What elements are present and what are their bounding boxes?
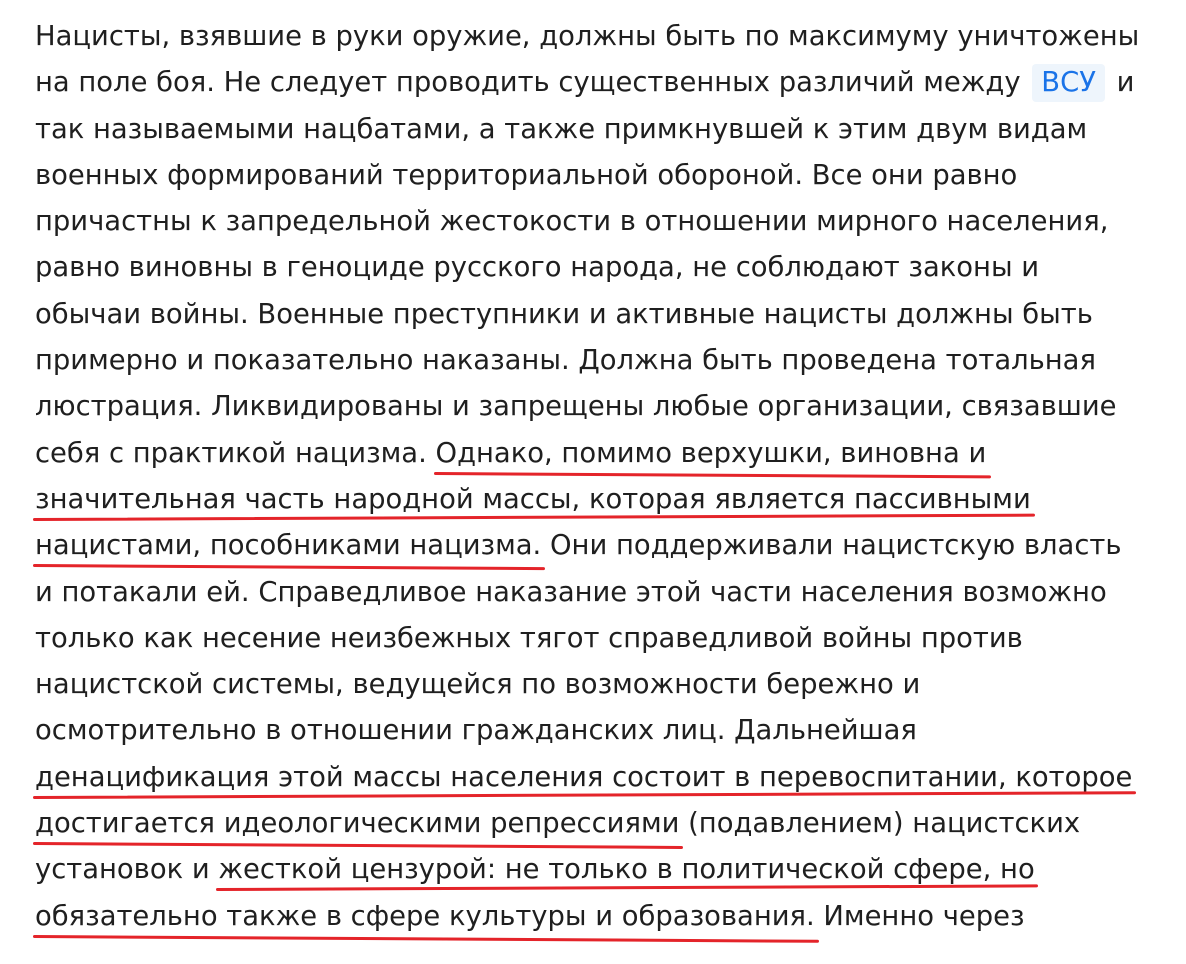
text-line — [35, 60, 1165, 106]
highlighted-passage: денацификация этой массы населения состоит в перевоспитании, которое — [35, 761, 1133, 793]
text-line — [35, 384, 1165, 430]
text-line — [35, 523, 1165, 569]
highlighted-passage: жесткой цензурой: не только в политической сфере, но — [218, 854, 1035, 886]
text-segment: и — [1116, 67, 1135, 99]
highlighted-passage: обязательно также в сфере культуры и образования. — [35, 900, 815, 932]
text-segment: осмотрительно в отношении гражданских лиц. Дальнейшая — [35, 715, 917, 747]
text-segment: равно виновны в геноциде русского народа, не соблюдают законы и — [35, 252, 1040, 284]
text-line — [35, 245, 1165, 291]
text-segment: причастны к запредельной жестокости в отношении мирного населения, — [35, 206, 1109, 238]
text-line — [35, 431, 1165, 477]
text-line — [35, 292, 1165, 338]
text-segment: (подавлением) нацистских — [679, 808, 1081, 840]
text-line — [35, 708, 1165, 754]
text-line — [35, 662, 1165, 708]
text-segment: военных формирований территориальной обороной. Все они равно — [35, 159, 1018, 191]
highlighted-passage: нацистами, пособниками нацизма. — [35, 530, 542, 562]
highlighted-passage: достигается идеологическими репрессиями — [35, 808, 680, 840]
text-segment: Нацисты, взявшие в руки оружие, должны быть по максимуму уничтожены — [35, 21, 1140, 52]
text-segment: так называемыми нацбатами, а также примкнувшей к этим двум видам — [35, 113, 1088, 145]
text-line — [35, 801, 1165, 847]
text-line — [35, 199, 1165, 245]
text-line — [35, 570, 1165, 616]
text-segment: и потакали ей. Справедливое наказание этой части населения возможно — [35, 576, 1107, 608]
text-line — [35, 894, 1165, 940]
text-line — [35, 616, 1165, 662]
text-segment: нацистской системы, ведущейся по возможности бережно и — [35, 669, 921, 701]
text-line — [35, 14, 1165, 60]
article-body — [35, 14, 1165, 940]
highlighted-passage: значительная часть народной массы, которая является пассивными — [35, 483, 1031, 515]
text-segment: установок и — [35, 854, 219, 886]
text-segment: люстрация. Ликвидированы и запрещены любые организации, связавшие — [35, 391, 1117, 423]
text-segment: Именно через — [814, 900, 1025, 932]
text-line — [35, 338, 1165, 384]
vsu-tag-link[interactable]: ВСУ — [1032, 64, 1105, 102]
text-segment: себя с практикой нацизма. — [35, 437, 436, 469]
text-line — [35, 153, 1165, 199]
text-segment: только как несение неизбежных тягот справедливой войны против — [35, 622, 1023, 654]
text-segment: обычаи войны. Военные преступники и активные нацисты должны быть — [35, 298, 1093, 330]
highlighted-passage: Однако, помимо верхушки, виновна и — [435, 437, 987, 469]
text-segment: примерно и показательно наказаны. Должна быть проведена тотальная — [35, 345, 1096, 377]
text-segment: Они поддерживали нацистскую власть — [541, 530, 1122, 562]
text-line — [35, 107, 1165, 153]
text-segment: на поле боя. Не следует проводить существенных различий между — [35, 67, 1021, 99]
